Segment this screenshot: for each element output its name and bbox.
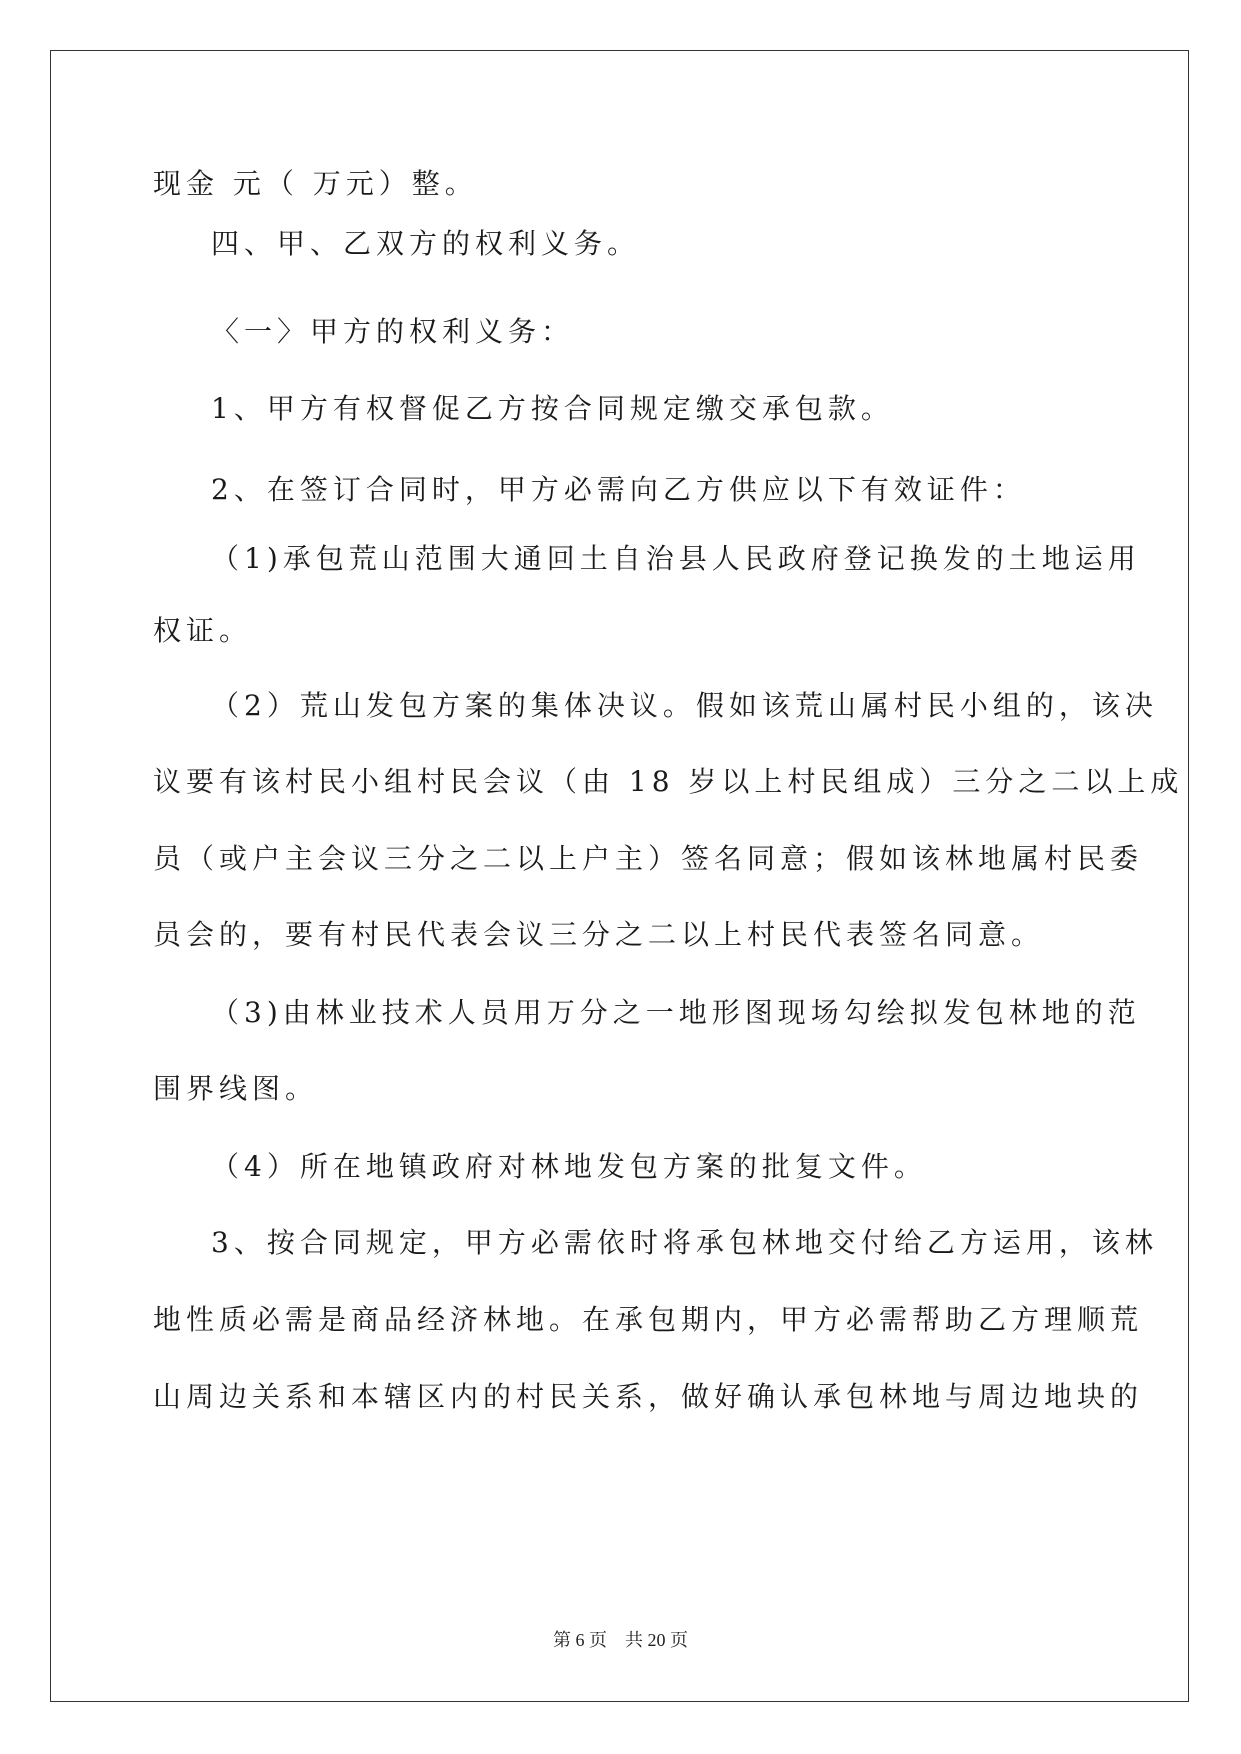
paragraph-line: 地性质必需是商品经济林地。在承包期内，甲方必需帮助乙方理顺荒	[153, 1303, 1144, 1336]
paragraph-line: （3)由林业技术人员用万分之一地形图现场勾绘拟发包林地的范	[211, 996, 1141, 1029]
paragraph-line: 员（或户主会议三分之二以上户主）签名同意；假如该林地属村民委	[153, 842, 1144, 875]
paragraph-line: 1、甲方有权督促乙方按合同规定缴交承包款。	[211, 392, 894, 425]
page-number: 第 6 页 共 20 页	[553, 1630, 688, 1650]
paragraph-line: 山周边关系和本辖区内的村民关系，做好确认承包林地与周边地块的	[153, 1380, 1144, 1413]
paragraph-line: 现金 元（ 万元）整。	[153, 167, 478, 200]
paragraph-line: （1)承包荒山范围大通回土自治县人民政府登记换发的土地运用	[211, 542, 1141, 575]
paragraph-line: 2、在签订合同时，甲方必需向乙方供应以下有效证件：	[211, 473, 1026, 506]
paragraph-line: 〈一〉甲方的权利义务：	[211, 315, 575, 348]
paragraph-line: 3、按合同规定，甲方必需依时将承包林地交付给乙方运用，该林	[211, 1226, 1158, 1259]
paragraph-line: 员会的，要有村民代表会议三分之二以上村民代表签名同意。	[153, 918, 1045, 951]
paragraph-line: 围界线图。	[153, 1072, 319, 1105]
paragraph-line: （2）荒山发包方案的集体决议。假如该荒山属村民小组的，该决	[211, 689, 1158, 722]
paragraph-line: （4）所在地镇政府对林地发包方案的批复文件。	[211, 1150, 927, 1183]
page-footer	[0, 1626, 1241, 1652]
paragraph-line: 四、甲、乙双方的权利义务。	[211, 227, 641, 260]
paragraph-line: 议要有该村民小组村民会议（由 18 岁以上村民组成）三分之二以上成	[153, 765, 1184, 798]
paragraph-line: 权证。	[153, 614, 253, 647]
